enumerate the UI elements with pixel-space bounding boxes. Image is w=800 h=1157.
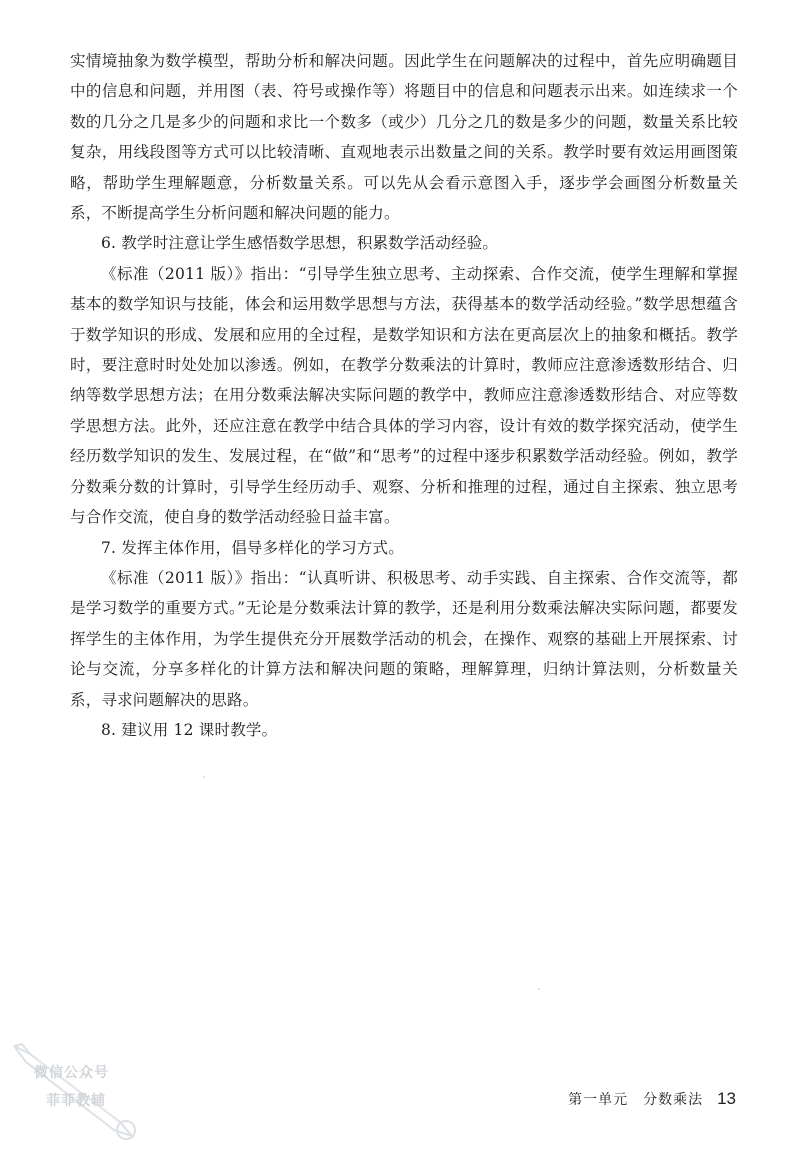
- page-footer: [568, 1089, 736, 1109]
- watermark-line1: 微信公众号: [34, 1065, 109, 1081]
- point-8-heading: 8. 建议用 12 课时教学。: [101, 720, 278, 739]
- watermark-line2: 菲菲教辅: [46, 1093, 106, 1109]
- point-7-body: 《标准（2011 版）》指出：“认真听讲、积极思考、动手实践、自主探索、合作交流等，都是学习数学的重要方式。”无论是分数乘法计算的教学，还是利用分数乘法解决实际问题，都要发挥学生的主体作用，为学生提供充分开展数学活动的机会，在操作、观察的基础上开展探索、讨论与交流，分享多样化的计算方法和解决问题的策略，理解算理，归纳计算法则，分析数量关系，寻求问题解决的思路。: [70, 568, 738, 709]
- scan-speck: [203, 776, 205, 778]
- point-7-heading: 7. 发挥主体作用，倡导多样化的学习方式。: [101, 538, 404, 557]
- page-number: 13: [717, 1089, 736, 1108]
- footer-section-title: 第一单元 分数乘法: [568, 1092, 704, 1108]
- watermark: [8, 1040, 140, 1144]
- paragraph-continuation: 实情境抽象为数学模型，帮助分析和解决问题。因此学生在问题解决的过程中，首先应明确题目中的信息和问题，并用图（表、符号或操作等）将题目中的信息和问题表示出来。如连续求一个数的几分之几是多少的问题和求比一个数多（或少）几分之几的数是多少的问题，数量关系比较复杂，用线段图等方式可以比较清晰、直观地表示出数量之间的关系。教学时要有效运用画图策略，帮助学生理解题意，分析数量关系。可以先从会看示意图入手，逐步学会画图分析数量关系，不断提高学生分析问题和解决问题的能力。: [70, 52, 738, 223]
- body-text: [70, 46, 738, 745]
- point-6-body: 《标准（2011 版）》指出：“引导学生独立思考、主动探索、合作交流，使学生理解和掌握基本的数学知识与技能，体会和运用数学思想与方法，获得基本的数学活动经验。”数学思想蕴含于数学知识的形成、发展和应用的全过程，是数学知识和方法在更高层次上的抽象和概括。教学时，要注意时时处处加以渗透。例如，在教学分数乘法的计算时，教师应注意渗透数形结合、归纳等数学思想方法；在用分数乘法解决实际问题的教学中，教师应注意渗透数形结合、对应等数学思想方法。此外，还应注意在教学中结合具体的学习内容，设计有效的数学探究活动，使学生经历数学知识的发生、发展过程，在“做”和“思考”的过程中逐步积累数学活动经验。例如，教学分数乘分数的计算时，引导学生经历动手、观察、分析和推理的过程，通过自主探索、独立思考与合作交流，使自身的数学活动经验日益丰富。: [70, 264, 738, 527]
- point-6-heading: 6. 教学时注意让学生感悟数学思想，积累数学活动经验。: [101, 234, 499, 253]
- scan-speck: [538, 988, 540, 990]
